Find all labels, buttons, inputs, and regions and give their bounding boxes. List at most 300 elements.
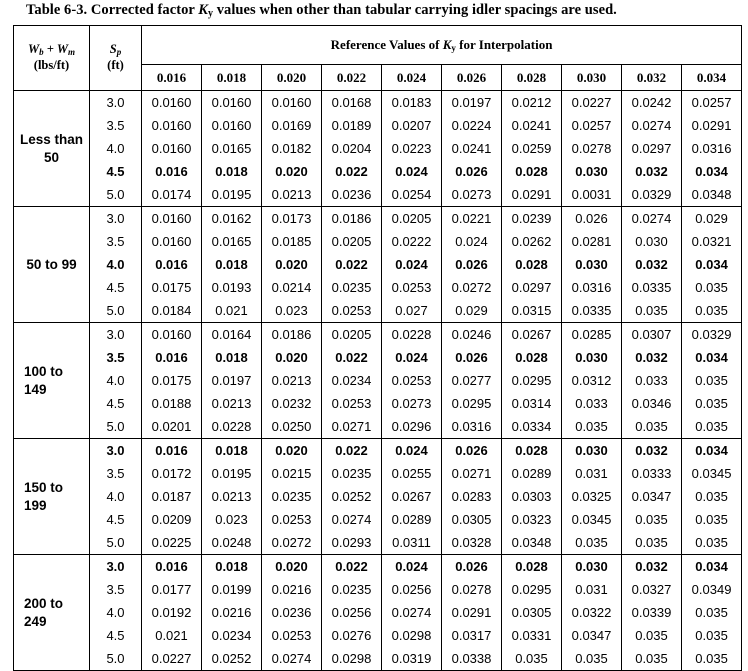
ky-cell: 0.028 <box>502 439 562 463</box>
ky-cell: 0.035 <box>622 299 682 323</box>
ky-cell: 0.035 <box>682 485 742 508</box>
ky-cell: 0.0214 <box>262 276 322 299</box>
header-group-prefix: Reference Values of <box>330 36 443 52</box>
sp-value: 3.5 <box>90 462 142 485</box>
ky-cell: 0.029 <box>442 299 502 323</box>
sp-value: 5.0 <box>90 299 142 323</box>
header-ky-0-032: 0.032 <box>622 65 682 91</box>
sp-value: 4.0 <box>90 485 142 508</box>
ky-cell: 0.0315 <box>502 299 562 323</box>
ky-cell: 0.0216 <box>262 578 322 601</box>
ky-cell: 0.0322 <box>562 601 622 624</box>
ky-cell: 0.026 <box>442 253 502 276</box>
table-row <box>14 508 742 531</box>
ky-cell: 0.0329 <box>682 323 742 347</box>
header-group-k-subscript: y <box>451 42 456 53</box>
ky-cell: 0.035 <box>682 624 742 647</box>
ky-cell: 0.0205 <box>322 230 382 253</box>
table-row <box>14 230 742 253</box>
ky-cell: 0.0253 <box>322 392 382 415</box>
ky-cell: 0.0209 <box>142 508 202 531</box>
ky-cell: 0.035 <box>682 508 742 531</box>
ky-cell: 0.0227 <box>562 91 622 115</box>
header-ky-0-024: 0.024 <box>382 65 442 91</box>
table-row <box>14 253 742 276</box>
ky-cell: 0.0204 <box>322 137 382 160</box>
ky-cell: 0.0274 <box>262 647 322 671</box>
ky-cell: 0.028 <box>502 253 562 276</box>
ky-cell: 0.029 <box>682 207 742 231</box>
ky-cell: 0.0223 <box>382 137 442 160</box>
ky-cell: 0.032 <box>622 439 682 463</box>
ky-cell: 0.024 <box>382 346 442 369</box>
ky-cell: 0.0186 <box>322 207 382 231</box>
ky-cell: 0.0235 <box>322 462 382 485</box>
table-row <box>14 601 742 624</box>
ky-cell: 0.0242 <box>622 91 682 115</box>
ky-cell: 0.0205 <box>322 323 382 347</box>
ky-cell: 0.0225 <box>142 531 202 555</box>
caption-k-symbol: K <box>198 2 209 18</box>
header-reference-values <box>142 26 742 65</box>
ky-cell: 0.030 <box>622 230 682 253</box>
ky-cell: 0.032 <box>622 346 682 369</box>
ky-cell: 0.020 <box>262 253 322 276</box>
table-row <box>14 323 742 347</box>
ky-cell: 0.035 <box>562 415 622 439</box>
ky-cell: 0.0221 <box>442 207 502 231</box>
header-ky-0-018: 0.018 <box>202 65 262 91</box>
ky-cell: 0.024 <box>442 230 502 253</box>
table-row <box>14 299 742 323</box>
ky-cell: 0.0192 <box>142 601 202 624</box>
header-sp <box>90 26 142 91</box>
ky-cell: 0.0188 <box>142 392 202 415</box>
ky-cell: 0.0199 <box>202 578 262 601</box>
ky-cell: 0.0274 <box>622 114 682 137</box>
sp-value: 4.0 <box>90 601 142 624</box>
ky-cell: 0.023 <box>202 508 262 531</box>
table-row <box>14 369 742 392</box>
ky-cell: 0.020 <box>262 439 322 463</box>
ky-cell: 0.0160 <box>262 91 322 115</box>
ky-cell: 0.016 <box>142 160 202 183</box>
ky-cell: 0.0160 <box>142 230 202 253</box>
ky-cell: 0.0333 <box>622 462 682 485</box>
ky-cell: 0.035 <box>682 392 742 415</box>
ky-cell: 0.035 <box>622 415 682 439</box>
ky-cell: 0.018 <box>202 253 262 276</box>
ky-cell: 0.0328 <box>442 531 502 555</box>
ky-cell: 0.0274 <box>382 601 442 624</box>
ky-cell: 0.0207 <box>382 114 442 137</box>
caption-k-subscript: y <box>208 8 214 19</box>
ky-cell: 0.0277 <box>442 369 502 392</box>
ky-cell: 0.024 <box>382 439 442 463</box>
ky-cell: 0.028 <box>502 160 562 183</box>
ky-cell: 0.0175 <box>142 276 202 299</box>
table-row <box>14 137 742 160</box>
ky-cell: 0.0213 <box>202 392 262 415</box>
ky-cell: 0.032 <box>622 253 682 276</box>
ky-cell: 0.018 <box>202 160 262 183</box>
ky-cell: 0.028 <box>502 346 562 369</box>
ky-cell: 0.0246 <box>442 323 502 347</box>
ky-cell: 0.0173 <box>262 207 322 231</box>
ky-cell: 0.026 <box>442 346 502 369</box>
ky-cell: 0.0305 <box>502 601 562 624</box>
ky-cell: 0.018 <box>202 555 262 579</box>
ky-cell: 0.0325 <box>562 485 622 508</box>
ky-cell: 0.024 <box>382 160 442 183</box>
ky-cell: 0.0234 <box>322 369 382 392</box>
ky-cell: 0.020 <box>262 160 322 183</box>
ky-cell: 0.0160 <box>142 207 202 231</box>
ky-cell: 0.0172 <box>142 462 202 485</box>
ky-cell: 0.0213 <box>202 485 262 508</box>
ky-cell: 0.0236 <box>322 183 382 207</box>
ky-cell: 0.0186 <box>262 323 322 347</box>
ky-cell: 0.030 <box>562 439 622 463</box>
ky-cell: 0.0250 <box>262 415 322 439</box>
sp-value: 3.0 <box>90 91 142 115</box>
ky-cell: 0.0160 <box>142 114 202 137</box>
ky-cell: 0.0160 <box>202 91 262 115</box>
ky-cell: 0.0273 <box>382 392 442 415</box>
sp-value: 3.0 <box>90 555 142 579</box>
header-wb-symbol: W <box>28 42 40 57</box>
ky-cell: 0.030 <box>562 160 622 183</box>
ky-cell: 0.026 <box>562 207 622 231</box>
header-group-k: K <box>442 36 452 52</box>
ky-cell: 0.0285 <box>562 323 622 347</box>
sp-value: 3.0 <box>90 323 142 347</box>
header-ky-0-026: 0.026 <box>442 65 502 91</box>
ky-cell: 0.0281 <box>562 230 622 253</box>
ky-cell: 0.0293 <box>322 531 382 555</box>
ky-cell: 0.0257 <box>682 91 742 115</box>
ky-cell: 0.0347 <box>562 624 622 647</box>
sp-value: 5.0 <box>90 415 142 439</box>
ky-cell: 0.0323 <box>502 508 562 531</box>
ky-cell: 0.023 <box>262 299 322 323</box>
table-row <box>14 555 742 579</box>
ky-cell: 0.0253 <box>382 276 442 299</box>
sp-value: 3.0 <box>90 439 142 463</box>
table-row <box>14 114 742 137</box>
ky-cell: 0.0314 <box>502 392 562 415</box>
ky-cell: 0.0327 <box>622 578 682 601</box>
sp-value: 4.5 <box>90 276 142 299</box>
ky-cell: 0.0235 <box>322 578 382 601</box>
table-row <box>14 624 742 647</box>
ky-cell: 0.035 <box>682 369 742 392</box>
ky-cell: 0.0256 <box>382 578 442 601</box>
ky-cell: 0.0193 <box>202 276 262 299</box>
table-row <box>14 392 742 415</box>
ky-cell: 0.0189 <box>322 114 382 137</box>
ky-cell: 0.0160 <box>202 114 262 137</box>
ky-cell: 0.0349 <box>682 578 742 601</box>
header-ky-0-030: 0.030 <box>562 65 622 91</box>
ky-cell: 0.0348 <box>682 183 742 207</box>
group-label: 200 to 249 <box>14 555 90 671</box>
sp-value: 5.0 <box>90 531 142 555</box>
ky-cell: 0.021 <box>142 624 202 647</box>
ky-cell: 0.0278 <box>442 578 502 601</box>
sp-value: 5.0 <box>90 647 142 671</box>
group-label: Less than 50 <box>14 91 90 207</box>
ky-cell: 0.0329 <box>622 183 682 207</box>
ky-cell: 0.022 <box>322 439 382 463</box>
ky-cell: 0.0295 <box>502 578 562 601</box>
ky-cell: 0.035 <box>682 647 742 671</box>
table-row <box>14 160 742 183</box>
ky-cell: 0.0253 <box>262 508 322 531</box>
ky-cell: 0.0201 <box>142 415 202 439</box>
ky-cell: 0.0274 <box>322 508 382 531</box>
table-row <box>14 439 742 463</box>
ky-cell: 0.0289 <box>502 462 562 485</box>
ky-cell: 0.0227 <box>142 647 202 671</box>
ky-cell: 0.0252 <box>202 647 262 671</box>
header-row-group <box>14 26 742 65</box>
ky-cell: 0.0222 <box>382 230 442 253</box>
ky-cell: 0.024 <box>382 253 442 276</box>
ky-cell: 0.018 <box>202 346 262 369</box>
ky-cell: 0.0168 <box>322 91 382 115</box>
ky-cell: 0.0235 <box>262 485 322 508</box>
ky-cell: 0.035 <box>682 531 742 555</box>
ky-cell: 0.0228 <box>202 415 262 439</box>
header-ky-0-028: 0.028 <box>502 65 562 91</box>
ky-cell: 0.0262 <box>502 230 562 253</box>
ky-cell: 0.0183 <box>382 91 442 115</box>
sp-value: 4.5 <box>90 160 142 183</box>
table-row <box>14 415 742 439</box>
ky-cell: 0.0253 <box>382 369 442 392</box>
ky-cell: 0.016 <box>142 439 202 463</box>
ky-cell: 0.035 <box>622 647 682 671</box>
ky-cell: 0.035 <box>562 531 622 555</box>
ky-cell: 0.0252 <box>322 485 382 508</box>
ky-cell: 0.035 <box>682 299 742 323</box>
ky-cell: 0.0241 <box>502 114 562 137</box>
ky-cell: 0.0197 <box>442 91 502 115</box>
group-label: 150 to 199 <box>14 439 90 555</box>
sp-value: 3.5 <box>90 578 142 601</box>
ky-cell: 0.034 <box>682 346 742 369</box>
header-group-suffix: for Interpolation <box>455 36 553 52</box>
header-wb-units: (lbs/ft) <box>33 58 70 73</box>
ky-cell: 0.0348 <box>502 531 562 555</box>
ky-cell: 0.035 <box>682 415 742 439</box>
ky-cell: 0.0185 <box>262 230 322 253</box>
ky-cell: 0.0346 <box>622 392 682 415</box>
table-row <box>14 91 742 115</box>
ky-cell: 0.0316 <box>442 415 502 439</box>
ky-cell: 0.0297 <box>622 137 682 160</box>
sp-value: 4.0 <box>90 253 142 276</box>
ky-cell: 0.0303 <box>502 485 562 508</box>
ky-cell: 0.0205 <box>382 207 442 231</box>
ky-cell: 0.022 <box>322 160 382 183</box>
ky-cell: 0.0296 <box>382 415 442 439</box>
table-row <box>14 647 742 671</box>
header-sp-subscript: p <box>116 47 122 58</box>
header-wb-subscript: b <box>39 47 44 58</box>
header-ky-0-034: 0.034 <box>682 65 742 91</box>
group-label: 50 to 99 <box>14 207 90 323</box>
ky-cell: 0.0165 <box>202 137 262 160</box>
sp-value: 3.5 <box>90 346 142 369</box>
ky-cell: 0.022 <box>322 555 382 579</box>
ky-cell: 0.0267 <box>382 485 442 508</box>
caption-prefix: Table 6-3. Corrected factor <box>26 2 199 18</box>
ky-cell: 0.0182 <box>262 137 322 160</box>
ky-cell: 0.0334 <box>502 415 562 439</box>
ky-cell: 0.0291 <box>442 601 502 624</box>
ky-cell: 0.0289 <box>382 508 442 531</box>
table-row <box>14 531 742 555</box>
ky-cell: 0.0255 <box>382 462 442 485</box>
ky-cell: 0.034 <box>682 439 742 463</box>
table-row <box>14 578 742 601</box>
ky-cell: 0.027 <box>382 299 442 323</box>
ky-cell: 0.026 <box>442 439 502 463</box>
ky-cell: 0.020 <box>262 346 322 369</box>
ky-cell: 0.033 <box>562 392 622 415</box>
ky-cell: 0.021 <box>202 299 262 323</box>
header-ky-0-020: 0.020 <box>262 65 322 91</box>
ky-cell: 0.0215 <box>262 462 322 485</box>
ky-cell: 0.0297 <box>502 276 562 299</box>
ky-cell: 0.0345 <box>562 508 622 531</box>
ky-cell: 0.031 <box>562 578 622 601</box>
ky-cell: 0.0283 <box>442 485 502 508</box>
caption-suffix: values when other than tabular carrying idler spacings are used. <box>213 2 617 18</box>
ky-cell: 0.0254 <box>382 183 442 207</box>
ky-cell: 0.0338 <box>442 647 502 671</box>
ky-cell: 0.0316 <box>562 276 622 299</box>
ky-cell: 0.033 <box>622 369 682 392</box>
table-row <box>14 485 742 508</box>
ky-cell: 0.0319 <box>382 647 442 671</box>
ky-cell: 0.0184 <box>142 299 202 323</box>
ky-cell: 0.0271 <box>322 415 382 439</box>
sp-value: 3.0 <box>90 207 142 231</box>
ky-cell: 0.034 <box>682 253 742 276</box>
ky-table <box>13 25 742 671</box>
sp-value: 4.0 <box>90 369 142 392</box>
ky-cell: 0.032 <box>622 160 682 183</box>
ky-cell: 0.0272 <box>442 276 502 299</box>
sp-value: 4.5 <box>90 392 142 415</box>
ky-cell: 0.0271 <box>442 462 502 485</box>
ky-cell: 0.0248 <box>202 531 262 555</box>
ky-cell: 0.0160 <box>142 323 202 347</box>
ky-cell: 0.022 <box>322 346 382 369</box>
ky-cell: 0.0273 <box>442 183 502 207</box>
header-wm-symbol: + W <box>43 42 68 57</box>
ky-cell: 0.0311 <box>382 531 442 555</box>
ky-cell: 0.035 <box>622 624 682 647</box>
header-wm-subscript: m <box>67 47 75 58</box>
ky-cell: 0.0276 <box>322 624 382 647</box>
ky-cell: 0.0257 <box>562 114 622 137</box>
ky-cell: 0.030 <box>562 555 622 579</box>
ky-cell: 0.0316 <box>682 137 742 160</box>
ky-cell: 0.0195 <box>202 183 262 207</box>
ky-cell: 0.0347 <box>622 485 682 508</box>
ky-cell: 0.0241 <box>442 137 502 160</box>
ky-cell: 0.0160 <box>142 137 202 160</box>
ky-cell: 0.026 <box>442 555 502 579</box>
ky-cell: 0.032 <box>622 555 682 579</box>
ky-cell: 0.0256 <box>322 601 382 624</box>
ky-cell: 0.0253 <box>262 624 322 647</box>
header-ky-0-022: 0.022 <box>322 65 382 91</box>
ky-cell: 0.0321 <box>682 230 742 253</box>
ky-cell: 0.024 <box>382 555 442 579</box>
ky-cell: 0.031 <box>562 462 622 485</box>
sp-value: 4.5 <box>90 508 142 531</box>
ky-cell: 0.0224 <box>442 114 502 137</box>
ky-cell: 0.0295 <box>502 369 562 392</box>
header-wb-wm <box>14 26 90 91</box>
ky-cell: 0.0213 <box>262 369 322 392</box>
ky-cell: 0.0236 <box>262 601 322 624</box>
ky-cell: 0.035 <box>502 647 562 671</box>
ky-cell: 0.035 <box>682 601 742 624</box>
group-label: 100 to 149 <box>14 323 90 439</box>
ky-cell: 0.034 <box>682 555 742 579</box>
table-row <box>14 276 742 299</box>
ky-cell: 0.0234 <box>202 624 262 647</box>
ky-cell: 0.0160 <box>142 91 202 115</box>
ky-cell: 0.0169 <box>262 114 322 137</box>
ky-cell: 0.0174 <box>142 183 202 207</box>
ky-cell: 0.0195 <box>202 462 262 485</box>
ky-cell: 0.0335 <box>622 276 682 299</box>
ky-cell: 0.0274 <box>622 207 682 231</box>
ky-cell: 0.0298 <box>382 624 442 647</box>
ky-cell: 0.0216 <box>202 601 262 624</box>
sp-value: 3.5 <box>90 230 142 253</box>
ky-cell: 0.030 <box>562 346 622 369</box>
ky-cell: 0.0339 <box>622 601 682 624</box>
ky-cell: 0.0295 <box>442 392 502 415</box>
sp-value: 4.0 <box>90 137 142 160</box>
ky-cell: 0.0331 <box>502 624 562 647</box>
ky-cell: 0.035 <box>562 647 622 671</box>
ky-cell: 0.0305 <box>442 508 502 531</box>
ky-cell: 0.0177 <box>142 578 202 601</box>
ky-cell: 0.0267 <box>502 323 562 347</box>
ky-cell: 0.0312 <box>562 369 622 392</box>
ky-cell: 0.022 <box>322 253 382 276</box>
ky-cell: 0.0232 <box>262 392 322 415</box>
ky-cell: 0.035 <box>622 531 682 555</box>
ky-cell: 0.0239 <box>502 207 562 231</box>
sp-value: 4.5 <box>90 624 142 647</box>
ky-cell: 0.0187 <box>142 485 202 508</box>
ky-cell: 0.016 <box>142 253 202 276</box>
ky-cell: 0.0278 <box>562 137 622 160</box>
sp-value: 3.5 <box>90 114 142 137</box>
ky-cell: 0.018 <box>202 439 262 463</box>
ky-cell: 0.0345 <box>682 462 742 485</box>
